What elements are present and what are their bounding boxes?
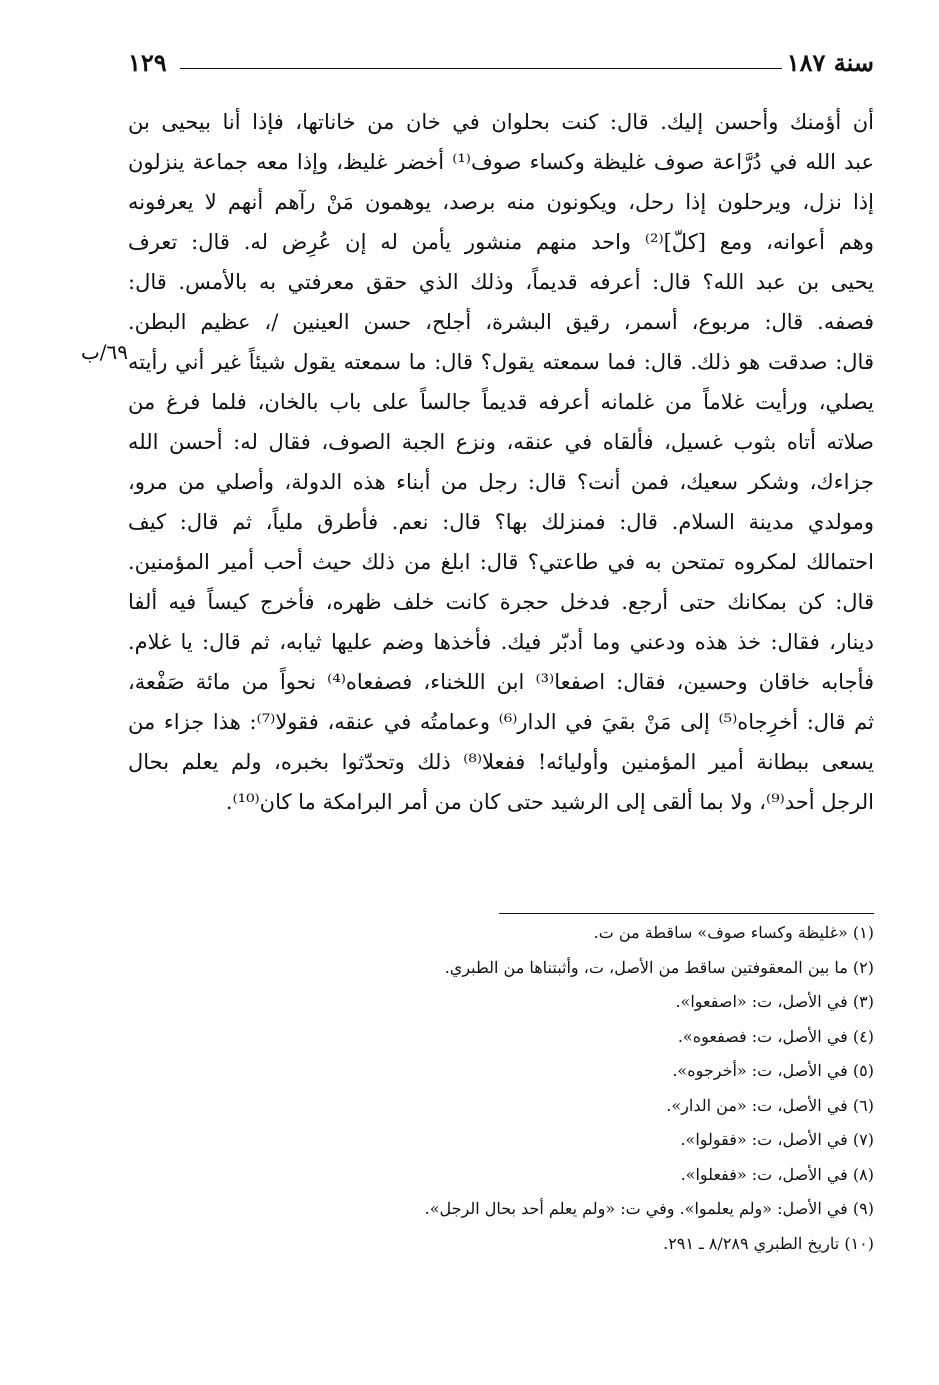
- text-line: وهم أعوانه، ومع [كلّ]⁽²⁾ واحد منهم منشور يأمن له إن عُرِض له. قال: تعرف: [128, 230, 874, 254]
- text-line: قال: صدقت هو ذلك. قال: فما سمعته يقول؟ قال: ما سمعته يقول شيئاً غير أني رأيته: [128, 350, 874, 374]
- text-line: يحيى بن عبد الله؟ قال: أعرفه قديماً، وذلك الذي حقق معرفتي به بالأمس. قال:: [128, 270, 874, 294]
- text-line: ومولدي مدينة السلام. قال: فمنزلك بها؟ قال: نعم. فأطرق ملياً، ثم قال: كيف: [128, 510, 874, 534]
- footnote-rule: [499, 913, 874, 914]
- header-rule: [180, 68, 782, 69]
- text-line: فصفه. قال: مربوع، أسمر، رقيق البشرة، أجلح، حسن العينين /، عظيم البطن.: [128, 310, 874, 334]
- text-line: عبد الله في دُرَّاعة صوف غليظة وكساء صوف⁽¹⁾ أخضر غليظ، وإذا معه جماعة ينزلون: [128, 150, 874, 174]
- text-line: جزاءك، وشكر سعيك، فمن أنت؟ قال: رجل من أبناء هذه الدولة، وأصلي من مرو،: [128, 470, 874, 494]
- footnote: (١) «غليظة وكساء صوف» ساقطة من ت.: [593, 923, 874, 942]
- text-line: دينار، فقال: خذ هذه ودعني وما أدبّر فيك. فأخذها وضم عليها ثيابه، ثم قال: يا غلام.: [128, 630, 874, 654]
- footnote: (١٠) تاريخ الطبري ٨/٢٨٩ ـ ٢٩١.: [663, 1233, 874, 1253]
- footnote: (٧) في الأصل، ت: «فقولوا».: [680, 1130, 874, 1149]
- footnotes: [128, 916, 874, 1261]
- text-line: إذا نزل، ويرحلون إذا رحل، ويكونون منه برصد، يوهمون مَنْ رآهم أنهم لا يعرفونه: [128, 190, 874, 214]
- text-line: فأجابه خاقان وحسين، فقال: اصفعا⁽³⁾ ابن اللخناء، فصفعاه⁽⁴⁾ نحواً من مائة صَفْعة،: [128, 670, 874, 694]
- footnote: (٨) في الأصل، ت: «ففعلوا».: [680, 1164, 874, 1184]
- text-line: يسعى ببطانة أمير المؤمنين وأوليائه! ففعلا⁽⁸⁾ ذلك وتحدّثوا بخبره، ولم يعلم بحال: [128, 750, 874, 774]
- page-header: [128, 44, 874, 84]
- footnote: (٩) في الأصل: «ولم يعلموا». وفي ت: «ولم يعلم أحد بحال الرجل».: [424, 1199, 874, 1218]
- text-line: احتمالك لمكروه تمتحن به في طاعتي؟ قال: ابلغ من ذلك حيث أحب أمير المؤمنين.: [128, 550, 874, 574]
- footnote: (٦) في الأصل، ت: «من الدار».: [666, 1095, 874, 1115]
- text-line: صلاته أتاه بثوب غسيل، فألقاه في عنقه، ونزع الجبة الصوف، فقال له: أحسن الله: [128, 430, 874, 454]
- text-line: الرجل أحد⁽⁹⁾، ولا بما ألقى إلى الرشيد حتى كان من أمر البرامكة ما كان⁽¹⁰⁾.: [225, 790, 874, 814]
- footnote: (٥) في الأصل، ت: «أخرجوه».: [672, 1061, 874, 1080]
- text-line: ثم قال: أخرِجاه⁽⁵⁾ إلى مَنْ بقيَ في الدار⁽⁶⁾ وعمامتُه في عنقه، فقولا⁽⁷⁾: هذا جزاء من: [128, 710, 874, 734]
- margin-folio-note: ٦٩/ب: [80, 340, 128, 364]
- running-head-year: سنة ١٨٧: [786, 48, 874, 77]
- footnote: (٤) في الأصل، ت: فصفعوه».: [677, 1026, 874, 1046]
- footnote: (٣) في الأصل، ت: «اصفعوا».: [675, 992, 874, 1011]
- text-line: أن أؤمنك وأحسن إليك. قال: كنت بحلوان في خان من خاناتها، فإذا أنا بيحيى بن: [128, 110, 874, 134]
- page-number: ١٢٩: [128, 48, 167, 77]
- main-text: [128, 102, 874, 822]
- text-line: يصلي، ورأيت غلاماً من غلمانه أعرفه قديماً جالساً على باب بالخان، فلما فرغ من: [128, 390, 874, 414]
- text-line: قال: كن بمكانك حتى أرجع. فدخل حجرة كانت خلف ظهره، فأخرج كيساً فيه ألفا: [128, 590, 874, 614]
- footnote: (٢) ما بين المعقوفتين ساقط من الأصل، ت، وأثبتناها من الطبري.: [444, 957, 874, 977]
